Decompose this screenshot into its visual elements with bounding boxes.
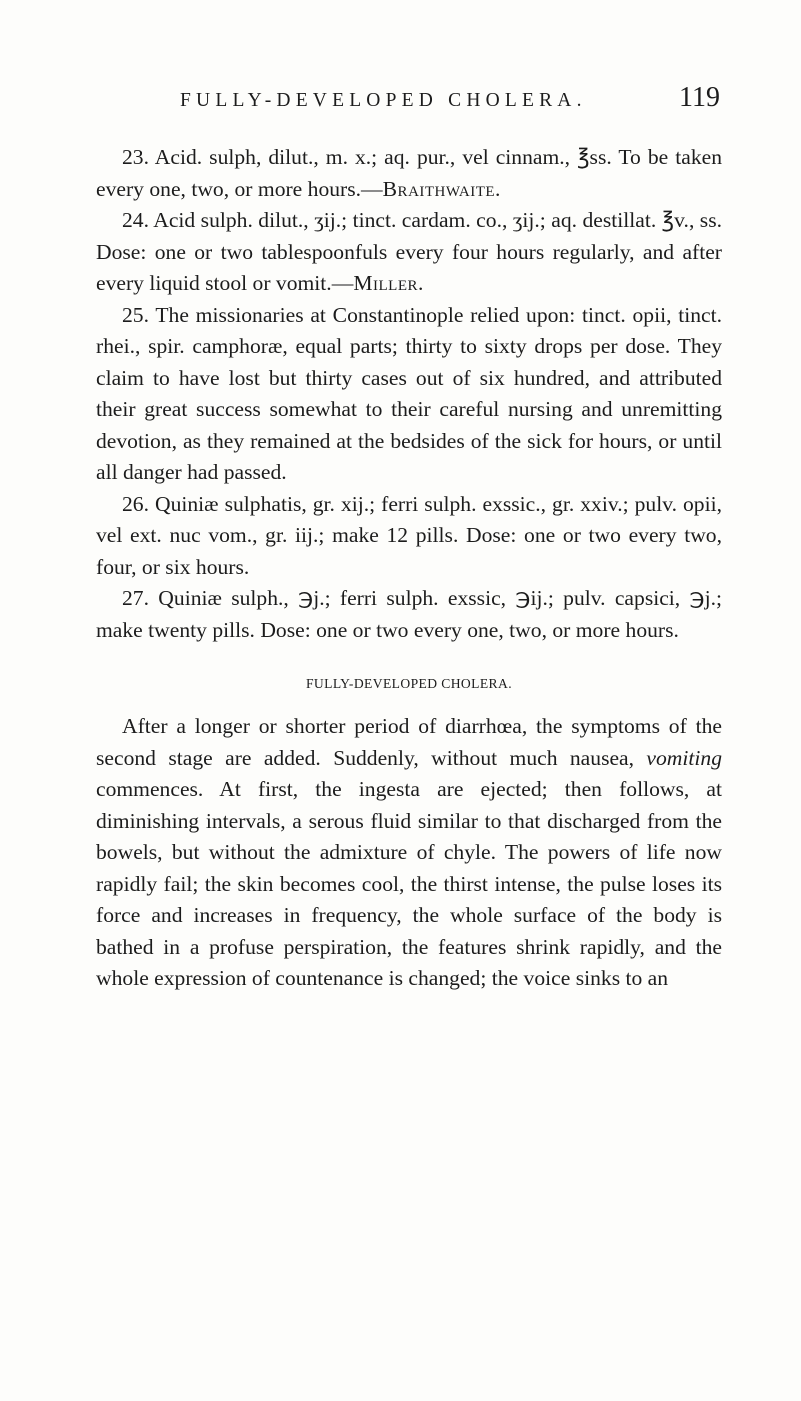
paragraph-25: 25. The missionaries at Constantinople relied upon: tinct. opii, tinct. rhei., spir. camphoræ, equal parts; thirty to sixty drops per dose. They claim to have lost but thirty cases out of six hundred, and attributed their great success somewhat to their careful nursing and unremitting devotion, as they remained at the bedsides of the sick for hours, or until all danger had passed. [96,302,722,484]
paragraph-23-text: 23. Acid. sulph, dilut., m. x.; aq. pur., vel cinnam., ℥ss. To be taken every one, two, or more hours.— [96,145,722,201]
page-number: 119 [679,82,720,113]
paragraph-24-author: Miller. [353,271,424,295]
section-paragraph-after: commences. At first, the ingesta are ejected; then follows, at diminishing intervals, a serous fluid similar to that discharged from the bowels, but without the admixture of chyle. The powers of life now rapidly fail; the skin becomes cool, the thirst intense, the pulse loses its force and increases in frequency, the whole surface of the body is bathed in a profuse perspiration, the features shrink rapidly, and the whole expression of countenance is changed; the voice sinks to an [96,777,722,990]
paragraph-27: 27. Quiniæ sulph., ℈j.; ferri sulph. exssic, ℈ij.; pulv. capsici, ℈j.; make twenty pills. Dose: one or two every one, two, or more hours. [96,586,722,642]
paragraph-26: 26. Quiniæ sulphatis, gr. xij.; ferri sulph. exssic., gr. xxiv.; pulv. opii, vel ext. nuc vom., gr. iij.; make 12 pills. Dose: one or two every two, four, or six hours. [96,491,722,579]
section-paragraph-before: After a longer or shorter period of diarrhœa, the symptoms of the second stage are added. Suddenly, without much nausea, [96,714,722,770]
running-title: FULLY-DEVELOPED CHOLERA. [180,90,587,111]
section-paragraph [96,711,722,995]
section-paragraph-emphasis: vomiting [646,745,722,770]
paragraph-24-text: 24. Acid sulph. dilut., ʒij.; tinct. cardam. co., ʒij.; aq. destillat. ℥v., ss. Dose: one or two tablespoonfuls every four hours regularly, and after every liquid stool or vomit.— [96,208,722,295]
paragraph-23-author: Braithwaite. [382,176,501,201]
section-heading: FULLY-DEVELOPED CHOLERA. [305,676,513,691]
body-text [96,142,722,995]
paragraph-23 [96,142,722,205]
paragraph-24 [96,205,722,300]
running-head [180,82,720,116]
